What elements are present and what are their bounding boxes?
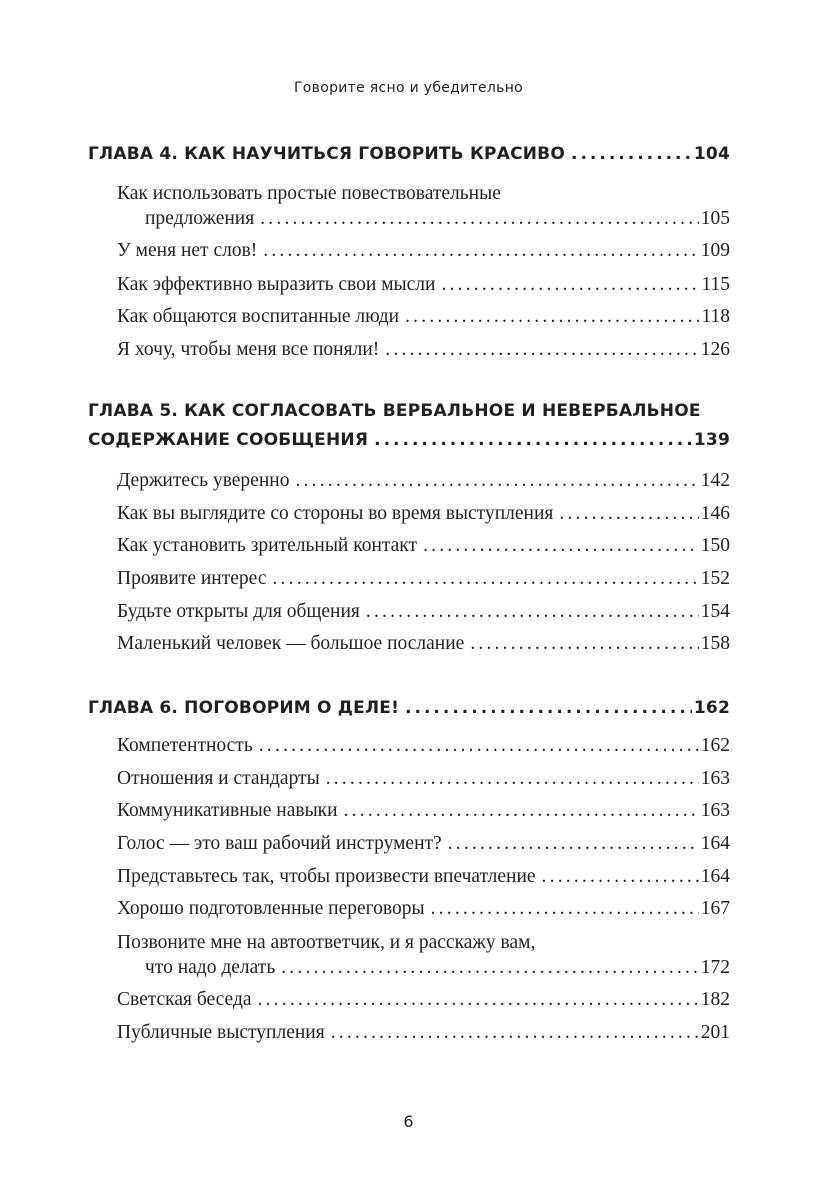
toc-item[interactable] xyxy=(117,568,730,590)
chapter-page: 162 xyxy=(693,698,730,718)
dot-leader xyxy=(571,144,692,164)
dot-leader xyxy=(441,274,699,296)
toc-item[interactable] xyxy=(117,800,730,822)
dot-leader xyxy=(281,957,699,979)
toc-item-title: Публичные выступления xyxy=(117,1022,325,1043)
dot-leader xyxy=(344,800,699,822)
page-number: 6 xyxy=(403,1112,414,1131)
toc-item-line1[interactable]: Как использовать простые повествовательные xyxy=(117,183,501,204)
dot-leader xyxy=(259,735,699,757)
toc-item[interactable] xyxy=(117,833,730,855)
toc-item-page: 163 xyxy=(700,800,730,821)
dot-leader xyxy=(272,568,698,590)
toc-item-title: Как эффективно выразить свои мысли xyxy=(117,274,436,295)
toc-item-page: 152 xyxy=(700,568,730,589)
toc-item-page: 182 xyxy=(700,989,730,1010)
running-head: Говорите ясно и убедительно xyxy=(293,80,524,96)
toc-item[interactable] xyxy=(117,274,730,296)
toc-item-page: 146 xyxy=(700,503,730,524)
toc-item[interactable] xyxy=(117,306,730,328)
dot-leader xyxy=(374,430,692,450)
dot-leader xyxy=(423,535,699,557)
toc-item-title: что надо делать xyxy=(145,957,276,978)
toc-item-title: Коммуникативные навыки xyxy=(117,800,338,821)
toc-item-page: 115 xyxy=(701,274,730,295)
toc-item-page: 126 xyxy=(700,339,730,360)
toc-item[interactable] xyxy=(117,601,730,623)
dot-leader xyxy=(263,240,698,262)
toc-item-page: 158 xyxy=(700,633,730,654)
toc-item[interactable] xyxy=(145,957,730,979)
toc-item[interactable] xyxy=(117,339,730,361)
toc-item-title: Светская беседа xyxy=(117,989,252,1010)
toc-item-page: 172 xyxy=(700,957,730,978)
toc-item-title: Маленький человек — большое послание xyxy=(117,633,465,654)
toc-item-title: Как установить зрительный контакт xyxy=(117,535,418,556)
toc-item-line1[interactable]: Позвоните мне на автоответчик, и я расскажу вам, xyxy=(117,932,536,953)
toc-item-title: Представьтесь так, чтобы произвести впечатление xyxy=(117,866,536,887)
toc-item-title: Компетентность xyxy=(117,735,253,756)
toc-item-title: Хорошо подготовленные переговоры xyxy=(117,898,425,919)
toc-item-page: 201 xyxy=(700,1022,730,1043)
toc-item-page: 167 xyxy=(700,898,730,919)
toc-item-page: 142 xyxy=(700,470,730,491)
toc-item[interactable] xyxy=(117,503,730,525)
dot-leader xyxy=(258,989,699,1011)
toc-item[interactable] xyxy=(117,1022,730,1044)
chapter-title: ГЛАВА 6. ПОГОВОРИМ О ДЕЛЕ! xyxy=(88,698,400,718)
toc-chapter-5-line1[interactable]: ГЛАВА 5. КАК СОГЛАСОВАТЬ ВЕРБАЛЬНОЕ И НЕВЕРБАЛЬНОЕ xyxy=(88,401,701,421)
dot-leader xyxy=(295,470,698,492)
dot-leader xyxy=(431,898,699,920)
toc-chapter-6[interactable] xyxy=(88,698,730,718)
dot-leader xyxy=(448,833,699,855)
toc-item-title: Я хочу, чтобы меня все поняли! xyxy=(117,339,380,360)
dot-leader xyxy=(366,601,699,623)
toc-item[interactable] xyxy=(117,898,730,920)
dot-leader xyxy=(405,698,692,718)
dot-leader xyxy=(385,339,698,361)
toc-item-page: 164 xyxy=(700,866,730,887)
toc-item[interactable] xyxy=(117,866,730,888)
toc-item[interactable] xyxy=(117,633,730,655)
toc-item[interactable] xyxy=(117,240,730,262)
dot-leader xyxy=(559,503,698,525)
toc-item-page: 163 xyxy=(700,768,730,789)
toc-item[interactable] xyxy=(117,735,730,757)
toc-item-page: 109 xyxy=(700,240,730,261)
toc-item-page: 150 xyxy=(700,535,730,556)
toc-item[interactable] xyxy=(117,535,730,557)
dot-leader xyxy=(260,208,699,230)
dot-leader xyxy=(326,768,699,790)
toc-item-page: 164 xyxy=(700,833,730,854)
toc-item-title: Держитесь уверенно xyxy=(117,470,290,491)
toc-item[interactable] xyxy=(117,470,730,492)
toc-chapter-5[interactable] xyxy=(88,430,730,450)
toc-item-page: 105 xyxy=(700,208,730,229)
toc-item-title: Проявите интерес xyxy=(117,568,267,589)
dot-leader xyxy=(470,633,698,655)
toc-item[interactable] xyxy=(145,208,730,230)
toc-item-title: Отношения и стандарты xyxy=(117,768,320,789)
toc-item[interactable] xyxy=(117,989,730,1011)
dot-leader xyxy=(542,866,699,888)
dot-leader xyxy=(331,1022,699,1044)
toc-item-title: Будьте открыты для общения xyxy=(117,601,360,622)
toc-item-page: 154 xyxy=(700,601,730,622)
toc-item-title: предложения xyxy=(145,208,255,229)
toc-item-title: Как вы выглядите со стороны во время выступления xyxy=(117,503,554,524)
toc-item-page: 162 xyxy=(700,735,730,756)
toc-item-title: У меня нет слов! xyxy=(117,240,258,261)
chapter-title: ГЛАВА 4. КАК НАУЧИТЬСЯ ГОВОРИТЬ КРАСИВО xyxy=(88,144,565,164)
dot-leader xyxy=(405,306,699,328)
toc-item-page: 118 xyxy=(701,306,730,327)
chapter-page: 139 xyxy=(693,430,730,450)
toc-item[interactable] xyxy=(117,768,730,790)
chapter-page: 104 xyxy=(693,144,730,164)
toc-item-title: Голос — это ваш рабочий инструмент? xyxy=(117,833,442,854)
chapter-title: СОДЕРЖАНИЕ СООБЩЕНИЯ xyxy=(88,430,369,450)
toc-item-title: Как общаются воспитанные люди xyxy=(117,306,400,327)
toc-chapter-4[interactable] xyxy=(88,144,730,164)
